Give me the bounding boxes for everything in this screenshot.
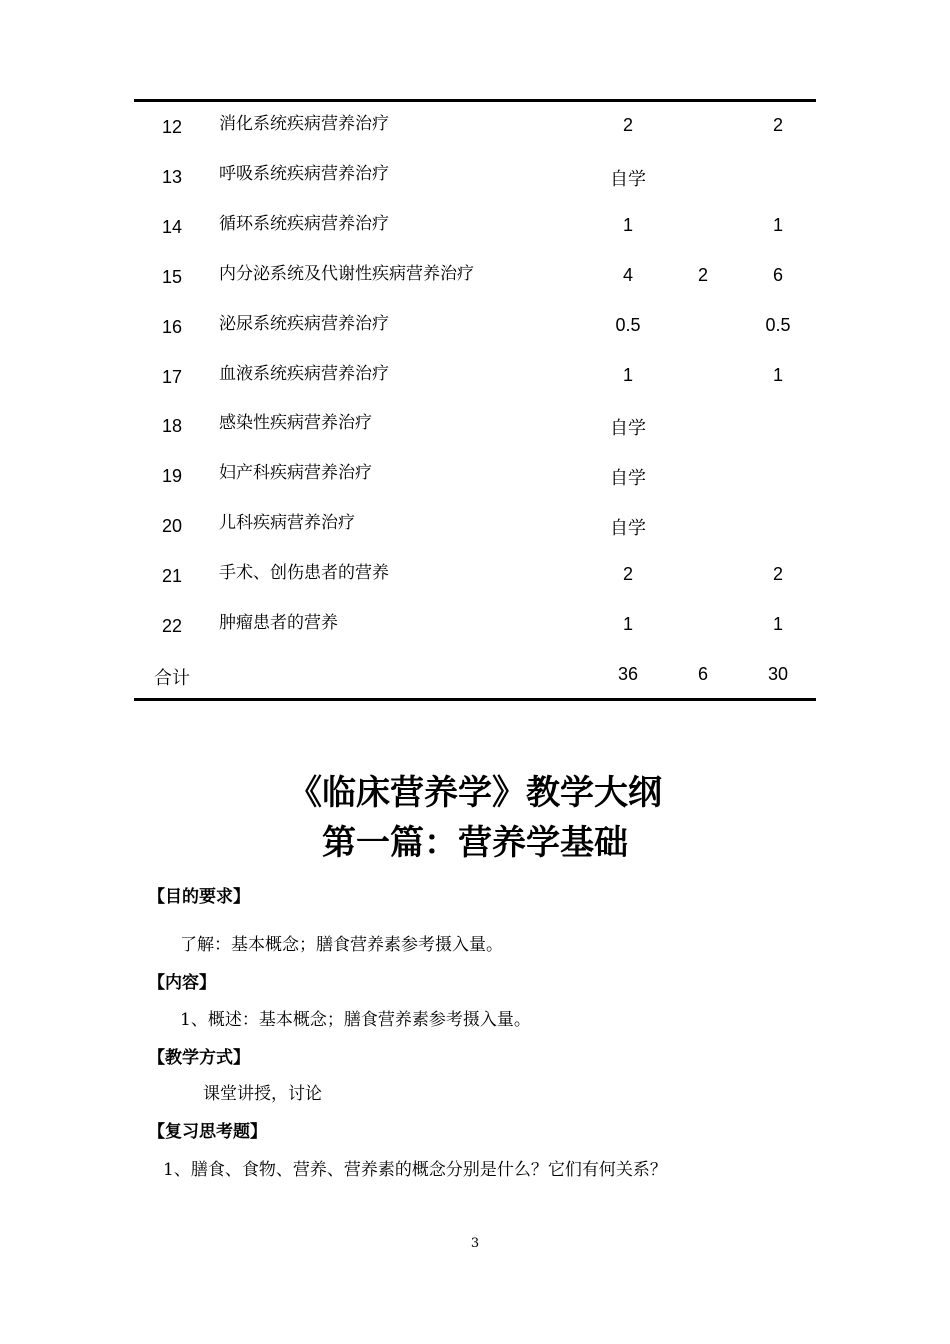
page-number: 3 xyxy=(470,1236,480,1251)
objectives-heading: 【目的要求】 xyxy=(148,887,250,907)
sum-label: 合计 xyxy=(154,668,190,688)
topic-name: 肿瘤患者的营养 xyxy=(219,613,338,633)
topic-name: 泌尿系统疾病营养治疗 xyxy=(219,314,389,334)
topic-name: 循环系统疾病营养治疗 xyxy=(219,214,389,234)
table-bottom-rule xyxy=(134,698,816,701)
topic-name: 儿科疾病营养治疗 xyxy=(219,513,355,533)
table-sum-row: 合计 36 6 30 xyxy=(154,664,789,688)
table-row: 20 儿科疾病营养治疗 自学 xyxy=(134,500,816,550)
content-heading: 【内容】 xyxy=(148,973,216,993)
content-text: 1、概述：基本概念；膳食营养素参考摄入量。 xyxy=(180,1010,531,1030)
table-row: 13 呼吸系统疾病营养治疗 自学 xyxy=(134,151,816,201)
part-title: 第一篇：营养学基础 xyxy=(322,823,628,863)
topic-name: 血液系统疾病营养治疗 xyxy=(219,364,389,384)
topic-name: 呼吸系统疾病营养治疗 xyxy=(219,164,389,184)
table-row: 18 感染性疾病营养治疗 自学 xyxy=(134,400,816,450)
table-row: 15 内分泌系统及代谢性疾病营养治疗 4 2 6 xyxy=(134,251,816,301)
review-heading: 【复习思考题】 xyxy=(148,1122,267,1142)
topic-name: 手术、创伤患者的营养 xyxy=(219,563,389,583)
table-row: 19 妇产科疾病营养治疗 自学 xyxy=(134,450,816,500)
topic-name: 内分泌系统及代谢性疾病营养治疗 xyxy=(219,264,474,284)
topic-name: 妇产科疾病营养治疗 xyxy=(219,463,372,483)
method-heading: 【教学方式】 xyxy=(148,1048,250,1068)
table-row: 21 手术、创伤患者的营养 2 2 xyxy=(134,550,816,600)
document-title: 《临床营养学》教学大纲 xyxy=(288,773,662,813)
table-row: 16 泌尿系统疾病营养治疗 0.5 0.5 xyxy=(134,301,816,351)
objectives-text: 了解：基本概念；膳食营养素参考摄入量。 xyxy=(180,935,503,955)
table-row: 17 血液系统疾病营养治疗 1 1 xyxy=(134,351,816,401)
review-question: 1、膳食、食物、营养、营养素的概念分别是什么？它们有何关系？ xyxy=(163,1160,667,1180)
method-text: 课堂讲授，讨论 xyxy=(203,1084,322,1104)
table-row: 12 消化系统疾病营养治疗 2 2 xyxy=(134,101,816,151)
table-row: 22 肿瘤患者的营养 1 1 xyxy=(134,600,816,650)
table-row: 14 循环系统疾病营养治疗 1 1 xyxy=(134,201,816,251)
topic-name: 感染性疾病营养治疗 xyxy=(219,413,372,433)
topic-name: 消化系统疾病营养治疗 xyxy=(219,114,389,134)
